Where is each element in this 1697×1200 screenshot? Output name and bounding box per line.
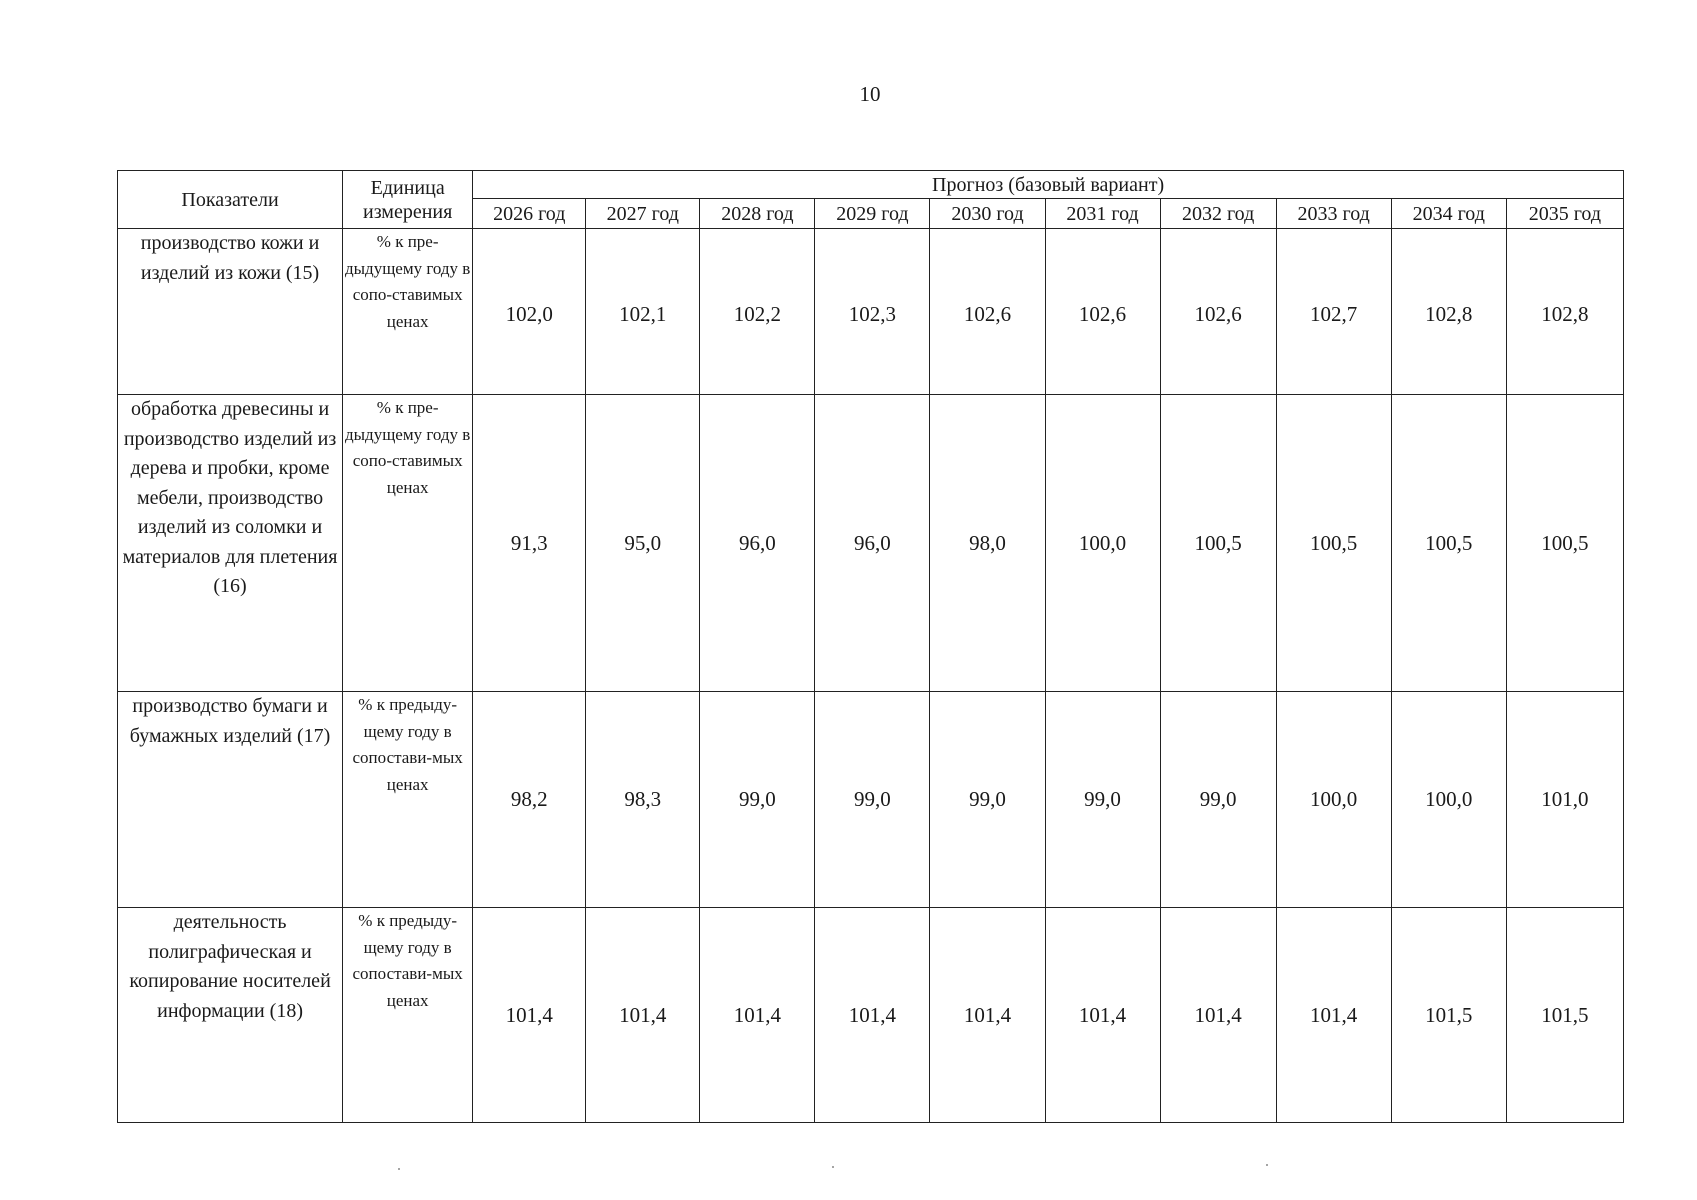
indicator-cell: производство бумаги и бумажных изделий (17): [118, 692, 343, 908]
year-header: 2031 год: [1045, 199, 1160, 229]
value-cell: 102,3: [815, 229, 930, 395]
unit-header-line-2: измерения: [362, 200, 453, 223]
indicator-column-header: Показатели: [118, 171, 343, 229]
value-cell: 99,0: [1045, 692, 1160, 908]
value-cell: 102,2: [700, 229, 815, 395]
value-cell: 100,5: [1160, 395, 1276, 692]
table-row: [118, 229, 1624, 395]
value-cell: 100,0: [1276, 692, 1391, 908]
value-cell: 99,0: [700, 692, 815, 908]
unit-cell: % к предыду-щему году в сопостави-мых ценах: [343, 908, 473, 1123]
value-cell: 101,4: [930, 908, 1045, 1123]
forecast-group-header: Прогноз (базовый вариант): [473, 171, 1624, 199]
indicator-cell: обработка древесины и производство изделий из дерева и пробки, кроме мебели, производство изделий из соломки и материалов для плетения (16): [118, 395, 343, 692]
value-cell: 95,0: [586, 395, 700, 692]
value-cell: 101,4: [1160, 908, 1276, 1123]
value-cell: 91,3: [473, 395, 586, 692]
year-header: 2028 год: [700, 199, 815, 229]
value-cell: 102,7: [1276, 229, 1391, 395]
forecast-table: [117, 170, 1624, 1123]
unit-header-line-1: Единица: [370, 176, 445, 199]
value-cell: 99,0: [930, 692, 1045, 908]
value-cell: 100,0: [1391, 692, 1506, 908]
value-cell: 99,0: [1160, 692, 1276, 908]
value-cell: 101,4: [586, 908, 700, 1123]
value-cell: 102,6: [1160, 229, 1276, 395]
value-cell: 100,5: [1391, 395, 1506, 692]
value-cell: 96,0: [700, 395, 815, 692]
indicator-cell: деятельность полиграфическая и копирование носителей информации (18): [118, 908, 343, 1123]
header-row: [118, 171, 1624, 199]
scan-speck: [398, 1168, 400, 1170]
indicator-cell: производство кожи и изделий из кожи (15): [118, 229, 343, 395]
value-cell: 102,8: [1391, 229, 1506, 395]
value-cell: 101,5: [1391, 908, 1506, 1123]
value-cell: 101,5: [1506, 908, 1623, 1123]
value-cell: 98,0: [930, 395, 1045, 692]
value-cell: 100,0: [1045, 395, 1160, 692]
value-cell: 101,4: [815, 908, 930, 1123]
year-header: 2027 год: [586, 199, 700, 229]
value-cell: 101,0: [1506, 692, 1623, 908]
value-cell: 98,3: [586, 692, 700, 908]
value-cell: 100,5: [1506, 395, 1623, 692]
table-row: [118, 692, 1624, 908]
value-cell: 101,4: [700, 908, 815, 1123]
unit-cell: % к пре-дыдущему году в сопо-ставимых ценах: [343, 395, 473, 692]
year-header: 2035 год: [1506, 199, 1623, 229]
year-header: 2026 год: [473, 199, 586, 229]
table-row: [118, 908, 1624, 1123]
value-cell: 101,4: [473, 908, 586, 1123]
unit-cell: % к пре-дыдущему году в сопо-ставимых ценах: [343, 229, 473, 395]
table-row: [118, 395, 1624, 692]
value-cell: 101,4: [1045, 908, 1160, 1123]
year-header: 2033 год: [1276, 199, 1391, 229]
unit-column-header: [343, 171, 473, 229]
value-cell: 99,0: [815, 692, 930, 908]
value-cell: 102,8: [1506, 229, 1623, 395]
year-header: 2032 год: [1160, 199, 1276, 229]
value-cell: 98,2: [473, 692, 586, 908]
year-header: 2030 год: [930, 199, 1045, 229]
value-cell: 102,6: [1045, 229, 1160, 395]
scan-speck: [1266, 1164, 1268, 1166]
value-cell: 101,4: [1276, 908, 1391, 1123]
value-cell: 102,6: [930, 229, 1045, 395]
value-cell: 100,5: [1276, 395, 1391, 692]
year-header: 2029 год: [815, 199, 930, 229]
page-number: 10: [859, 82, 881, 106]
scan-speck: [832, 1166, 834, 1168]
value-cell: 102,1: [586, 229, 700, 395]
value-cell: 102,0: [473, 229, 586, 395]
unit-cell: % к предыду-щему году в сопостави-мых ценах: [343, 692, 473, 908]
value-cell: 96,0: [815, 395, 930, 692]
year-header: 2034 год: [1391, 199, 1506, 229]
